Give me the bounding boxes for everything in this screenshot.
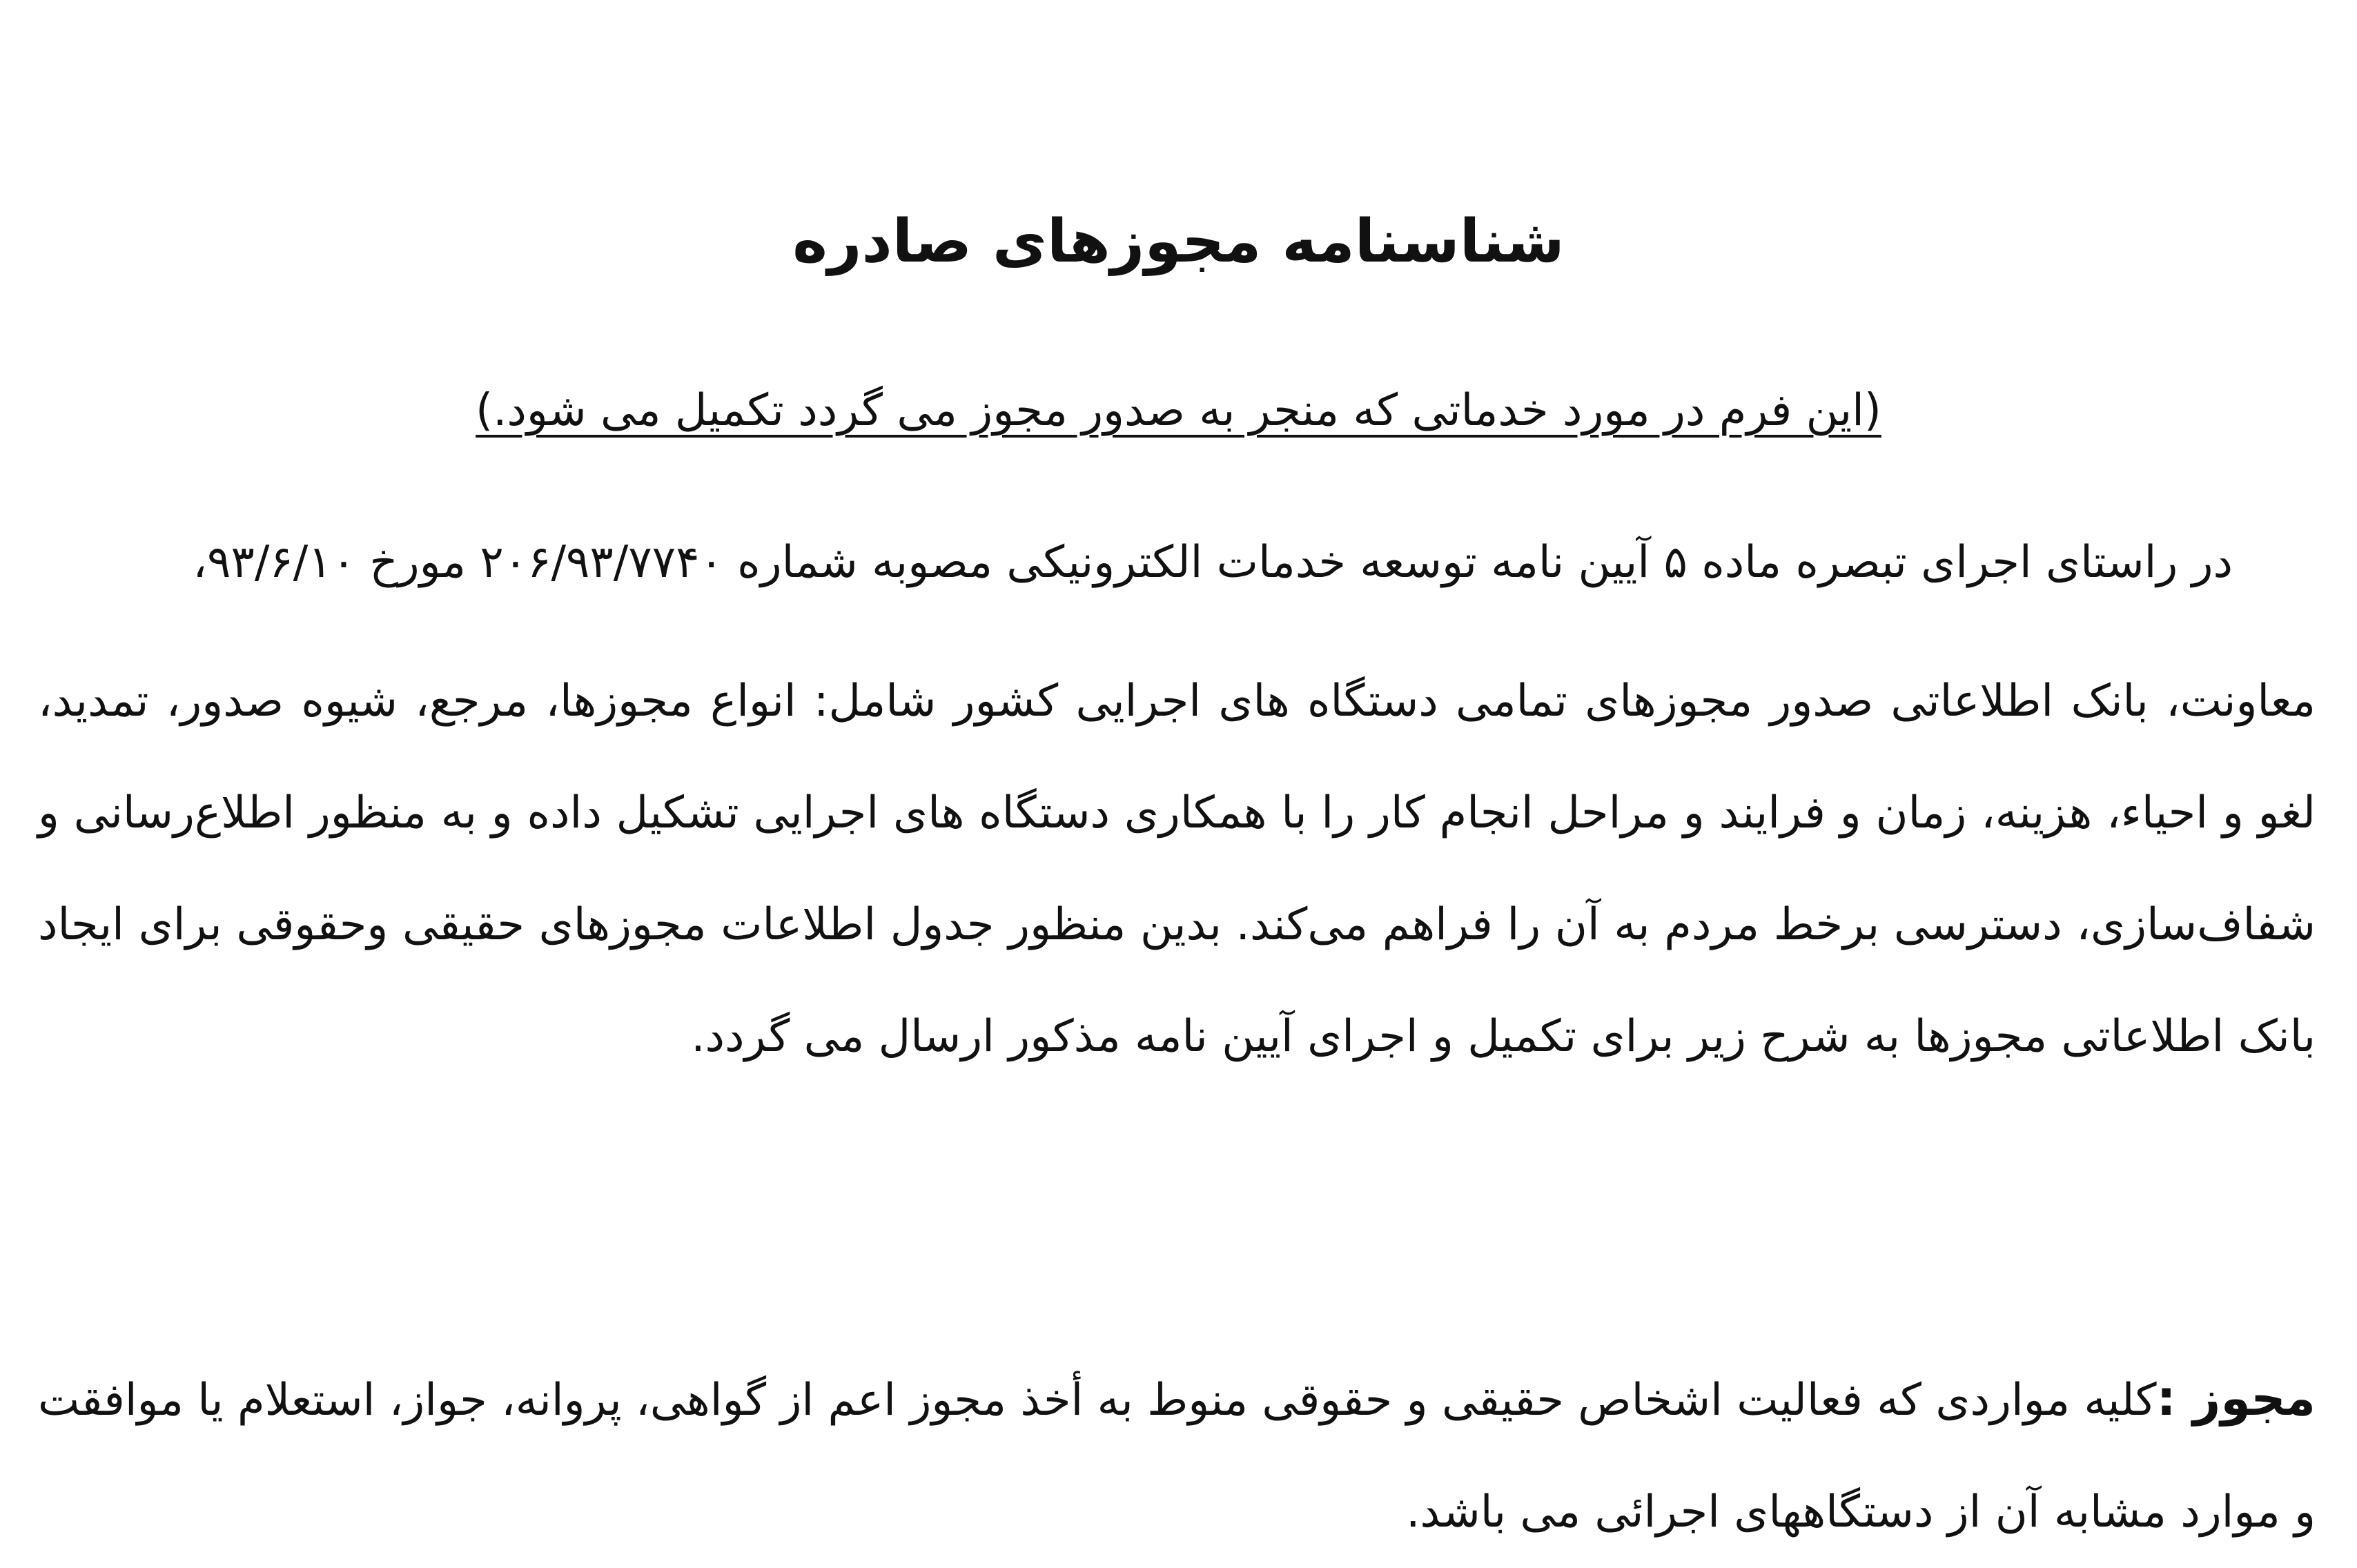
document-title: شناسنامه مجوزهای صادره: [792, 207, 1565, 276]
body-paragraph: معاونت، بانک اطلاعاتی صدور مجوزهای تمامی دستگاه های اجرایی کشور شامل: انواع مجوزها، مرجع، شیوه صدور، تمدید، لغو و احیاء، هزینه، زمان و فرایند و مراحل انجام کار را با همکاری دستگاه های اجرایی تشکیل داده و به منظور اطلاع‌رسانی و شفاف‌سازی، دسترسی برخط مردم به آن را فراهم می‌کند. بدین منظور جدول اطلاعات مجوزهای حقیقی وحقوقی برای ایجاد بانک اطلاعاتی مجوزها به شرح زیر برای تکمیل و اجرای آیین نامه مذکور ارسال می گردد.: [38, 676, 2316, 1062]
subtitle-text: (این فرم در مورد خدماتی که منجر به صدور مجوز می گردد تکمیل می شود.): [476, 385, 1881, 436]
intro-paragraph: در راستای اجرای تبصره ماده ۵ آیین نامه توسعه خدمات الکترونیکی مصوبه شماره ۲۰۶/۹۳/۷۷۴۰ مورخ ۹۳/۶/۱۰،: [193, 537, 2233, 588]
document-subtitle: [0, 373, 2357, 449]
definition-term: مجوز :: [2156, 1370, 2316, 1427]
definition-text: کلیه مواردی که فعالیت اشخاص حقیقی و حقوقی منوط به أخذ مجوز اعم از گواهی، پروانه، جواز، استعلام یا موافقت و موارد مشابه آن از دستگاههای اجرائی می باشد.: [38, 1375, 2316, 1538]
definition-paragraph: [38, 1342, 2316, 1568]
